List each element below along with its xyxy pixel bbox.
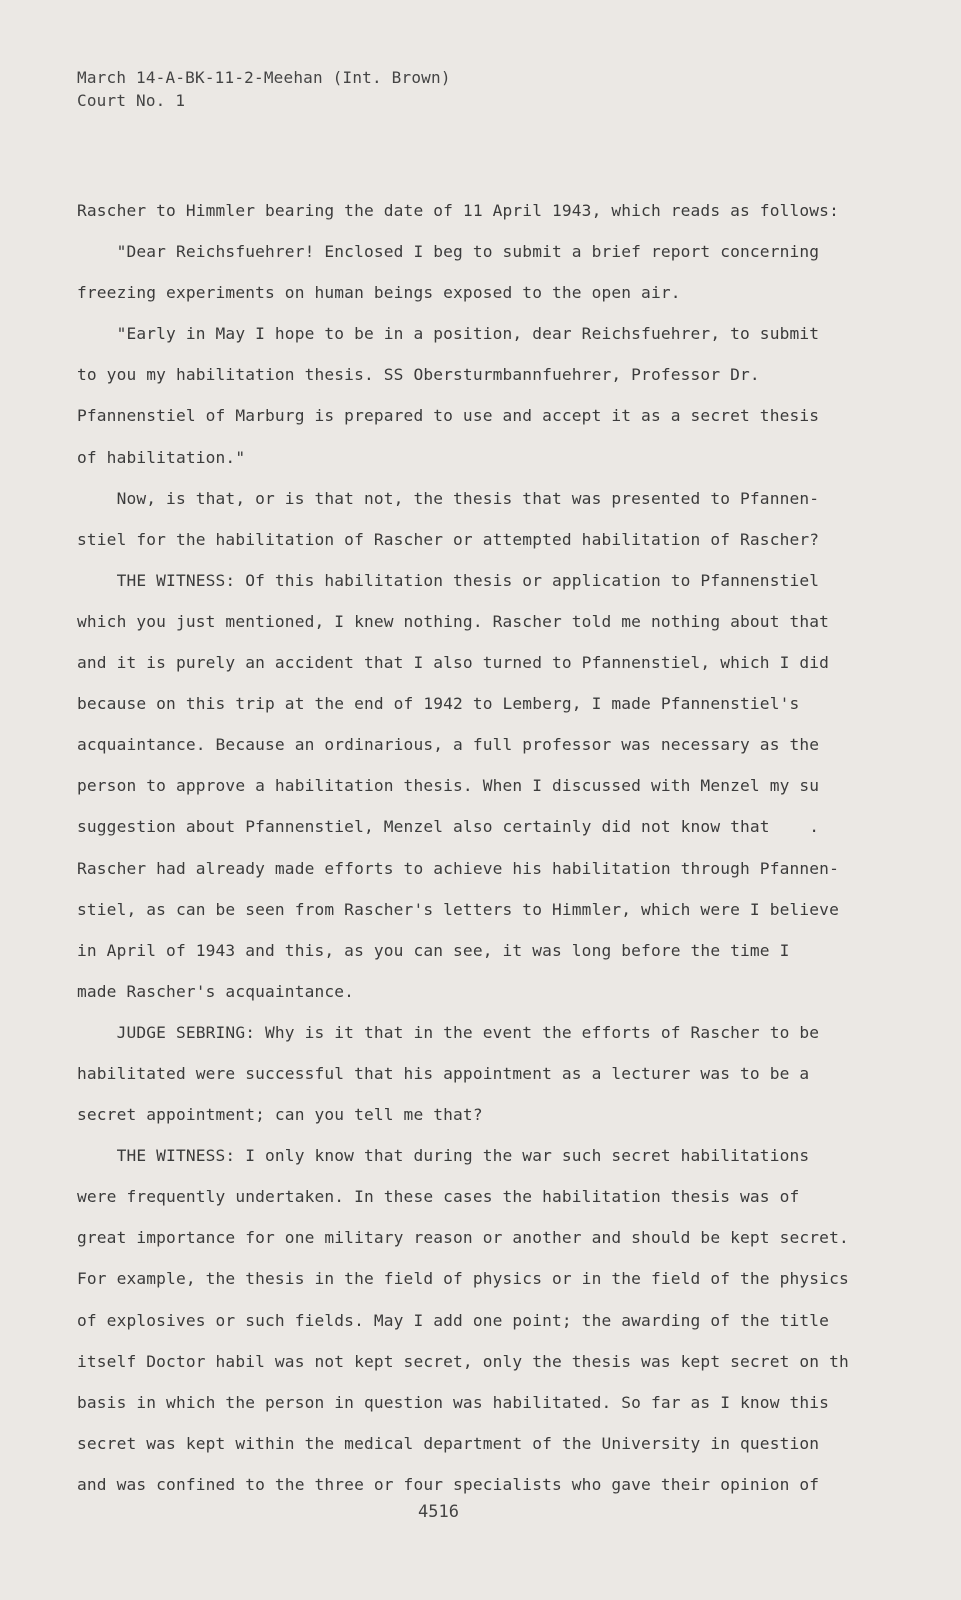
header-line-1: March 14-A-BK-11-2-Meehan (Int. Brown)	[77, 68, 451, 87]
body-line: of habilitation."	[77, 447, 246, 467]
body-line: THE WITNESS: I only know that during the war such secret habilitations	[77, 1146, 810, 1166]
body-line: of explosives or such fields. May I add one point; the awarding of the title	[77, 1310, 830, 1330]
body-line: basis in which the person in question was habilitated. So far as I know this	[77, 1392, 830, 1412]
body-line: acquaintance. Because an ordinarious, a full professor was necessary as the	[77, 735, 820, 755]
body-line: habilitated were successful that his appointment as a lecturer was to be a	[77, 1063, 810, 1083]
body-line: stiel, as can be seen from Rascher's letters to Himmler, which were I believe	[77, 899, 839, 919]
body-line: "Dear Reichsfuehrer! Enclosed I beg to submit a brief report concerning	[77, 242, 820, 262]
transcript-body	[77, 190, 877, 1505]
body-line: great importance for one military reason or another and should be kept secret.	[77, 1228, 849, 1248]
body-line: THE WITNESS: Of this habilitation thesis or application to Pfannenstiel	[77, 570, 820, 590]
body-line: stiel for the habilitation of Rascher or attempted habilitation of Rascher?	[77, 529, 820, 549]
body-line: "Early in May I hope to be in a position, dear Reichsfuehrer, to submit	[77, 324, 820, 344]
body-line: because on this trip at the end of 1942 to Lemberg, I made Pfannenstiel's	[77, 694, 800, 714]
page-number: 4516	[418, 1502, 459, 1522]
body-line: JUDGE SEBRING: Why is it that in the event the efforts of Rascher to be	[77, 1022, 820, 1042]
body-line: secret was kept within the medical department of the University in question	[77, 1433, 820, 1453]
body-line: and it is purely an accident that I also turned to Pfannenstiel, which I did	[77, 653, 830, 673]
header-line-2: Court No. 1	[77, 91, 186, 110]
body-line: which you just mentioned, I knew nothing. Rascher told me nothing about that	[77, 611, 830, 631]
body-line: Rascher to Himmler bearing the date of 11 April 1943, which reads as follows:	[77, 201, 839, 220]
body-line: Now, is that, or is that not, the thesis that was presented to Pfannen-	[77, 488, 820, 508]
body-line: were frequently undertaken. In these cases the habilitation thesis was of	[77, 1187, 800, 1207]
body-line: suggestion about Pfannenstiel, Menzel also certainly did not know that .	[77, 817, 820, 837]
body-line: in April of 1943 and this, as you can see, it was long before the time I	[77, 940, 790, 960]
body-line: itself Doctor habil was not kept secret, only the thesis was kept secret on th	[77, 1351, 849, 1371]
body-line: For example, the thesis in the field of physics or in the field of the physics	[77, 1269, 849, 1289]
body-line: freezing experiments on human beings exposed to the open air.	[77, 283, 681, 303]
body-line: Pfannenstiel of Marburg is prepared to use and accept it as a secret thesis	[77, 406, 820, 426]
body-line: secret appointment; can you tell me that?	[77, 1105, 483, 1125]
body-line: to you my habilitation thesis. SS Obersturmbannfuehrer, Professor Dr.	[77, 365, 760, 385]
body-line: and was confined to the three or four specialists who gave their opinion of	[77, 1474, 820, 1494]
body-line: made Rascher's acquaintance.	[77, 981, 355, 1001]
body-line: person to approve a habilitation thesis. When I discussed with Menzel my su	[77, 776, 820, 796]
page-header	[77, 66, 451, 112]
body-line: Rascher had already made efforts to achieve his habilitation through Pfannen-	[77, 858, 839, 878]
